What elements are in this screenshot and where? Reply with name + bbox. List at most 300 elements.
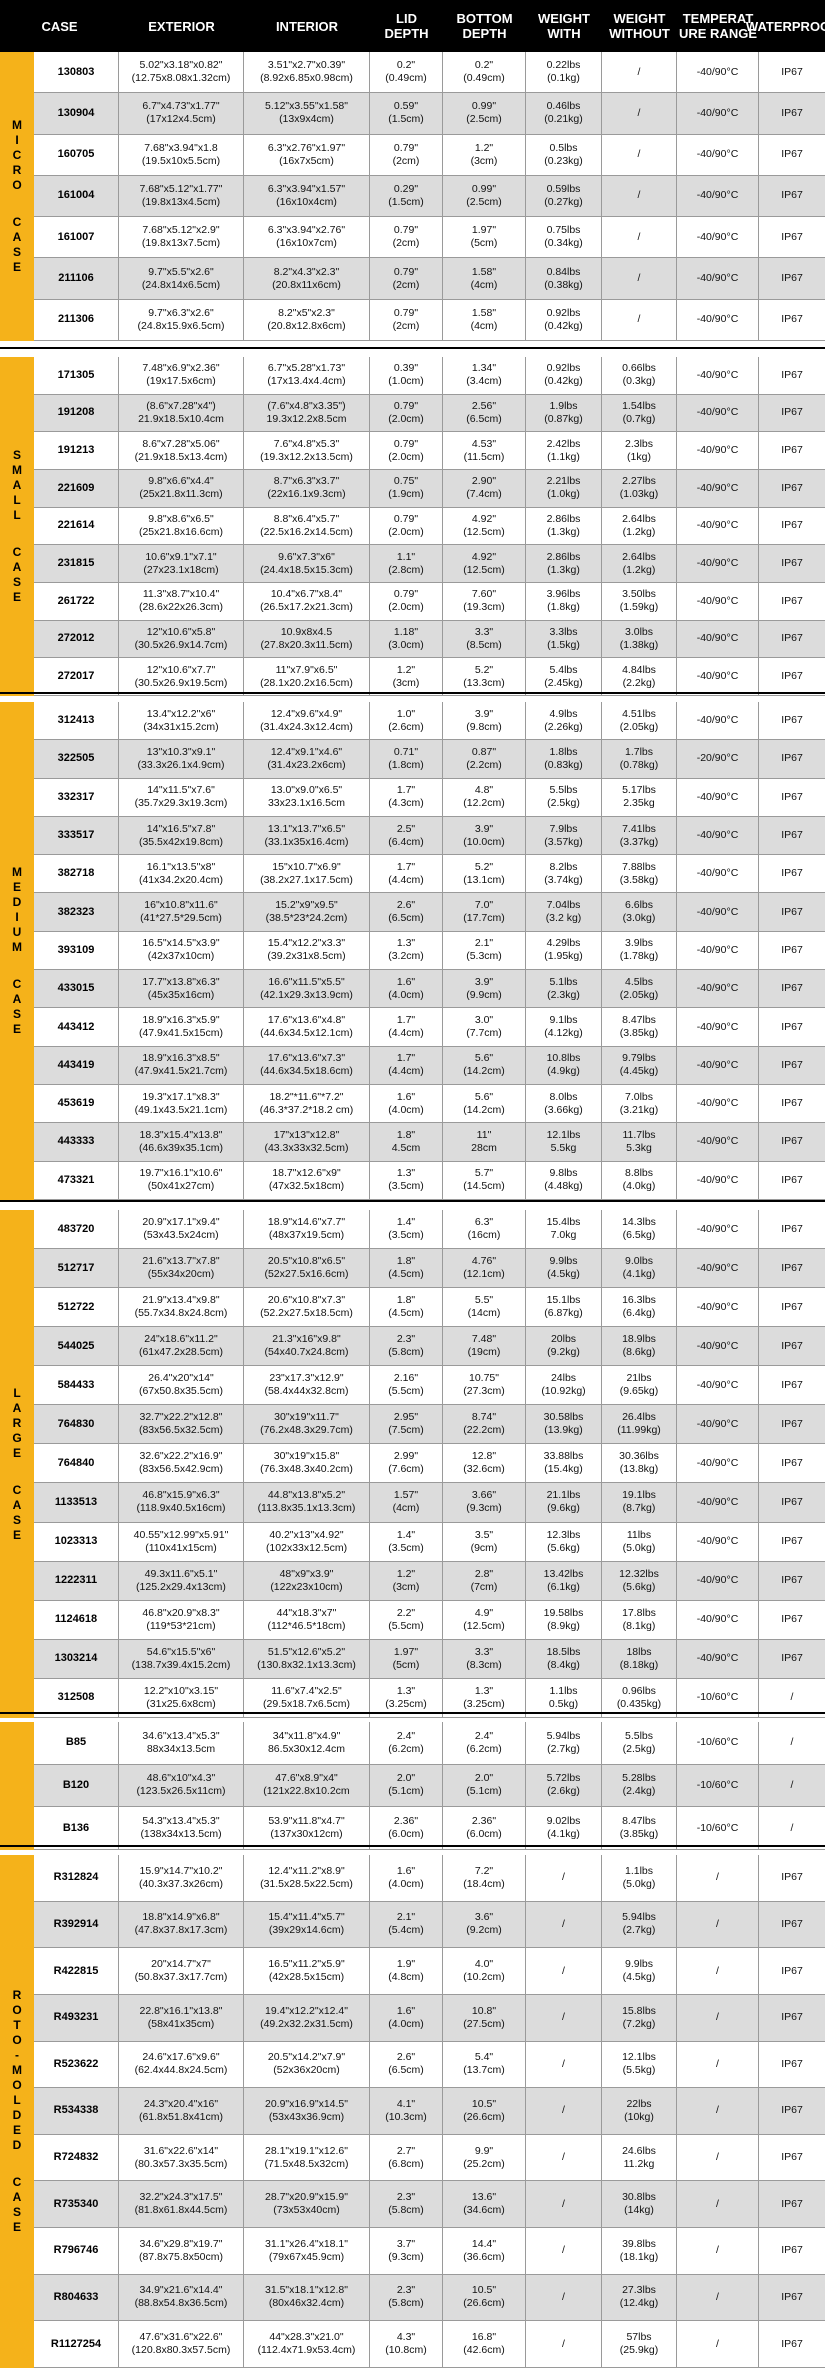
col-case-cell: 443412 — [34, 1008, 119, 1045]
table-row — [34, 1288, 825, 1327]
col-interior-cell: 10.4"x6.7"x8.4" (26.5x17.2x21.3cm) — [244, 583, 370, 620]
col-temperature-range-cell: -40/90°C — [677, 1047, 759, 1084]
col-weight-with-cell: 0.75lbs (0.34kg) — [526, 217, 602, 257]
col-waterproof-cell: IP67 — [781, 272, 803, 285]
col-bottom-depth-cell: 4.0" (10.2cm) — [443, 1948, 526, 1994]
col-lid-depth-cell: 1.6" (4.0cm) — [370, 1085, 443, 1122]
col-exterior-cell: 19.7"x16.1"x10.6" (50x41x27cm) — [119, 1162, 244, 1199]
col-interior-cell: 20.9"x16.9"x14.5" (53x43x36.9cm) — [244, 2088, 370, 2134]
col-lid-depth-cell: 1.3" (3.2cm) — [370, 932, 443, 969]
col-bottom-depth-cell: 2.90" (7.4cm) — [443, 470, 526, 507]
table-row — [34, 1902, 825, 1949]
section-label-letter: E — [12, 2123, 21, 2137]
col-lid-depth-cell: 0.79" (2.0cm) — [370, 583, 443, 620]
col-waterproof-cell: IP67 — [781, 1495, 803, 1508]
col-waterproof-cell: IP67 — [781, 1535, 803, 1548]
col-interior-cell: 3.51"x2.7"x0.39" (8.92x6.85x0.98cm) — [244, 52, 370, 92]
col-interior-cell: 13.1"x13.7"x6.5" (33.1x35x16.4cm) — [244, 817, 370, 854]
col-weight-without-cell: 7.41lbs (3.37kg) — [602, 817, 677, 854]
col-interior-cell: 12.4"x9.1"x4.6" (31.4x23.2x6cm) — [244, 740, 370, 777]
col-interior-cell: 31.5"x18.1"x12.8" (80x46x32.4cm) — [244, 2275, 370, 2321]
col-exterior-cell: 24.3"x20.4"x16" (61.8x51.8x41cm) — [119, 2088, 244, 2134]
col-weight-with-cell: 0.84lbs (0.38kg) — [526, 258, 602, 298]
section-label-letter: E — [12, 1022, 21, 1036]
col-case-cell: 191213 — [34, 432, 119, 469]
col-temperature-range-cell: -40/90°C — [677, 470, 759, 507]
col-temperature-range-cell: -40/90°C — [677, 300, 759, 340]
table-row — [34, 2042, 825, 2089]
col-exterior-cell: 7.68"x5.12"x2.9" (19.8x13x7.5cm) — [119, 217, 244, 257]
col-weight-without-cell: 39.8lbs (18.1kg) — [602, 2228, 677, 2274]
col-case-cell: B136 — [34, 1807, 119, 1849]
col-weight-without-cell: 18.9lbs (8.6kg) — [602, 1327, 677, 1365]
col-weight-without-cell: 8.47lbs (3.85kg) — [602, 1008, 677, 1045]
col-weight-with-cell: 2.86lbs (1.3kg) — [526, 508, 602, 545]
col-bottom-depth-cell: 9.9" (25.2cm) — [443, 2135, 526, 2181]
col-interior-cell: 18.7"x12.6"x9" (47x32.5x18cm) — [244, 1162, 370, 1199]
table-row — [34, 932, 825, 970]
col-bottom-depth-header: BOTTOM DEPTH — [456, 11, 513, 41]
col-bottom-depth-cell: 0.2" (0.49cm) — [443, 52, 526, 92]
col-weight-without-cell: 9.9lbs (4.5kg) — [602, 1948, 677, 1994]
col-interior-cell: 23"x17.3"x12.9" (58.4x44x32.8cm) — [244, 1366, 370, 1404]
col-weight-without-cell: 12.32lbs (5.6kg) — [602, 1562, 677, 1600]
section-label-letter: O — [12, 178, 22, 192]
section-label-letter: M — [12, 118, 22, 132]
col-waterproof-cell: IP67 — [781, 2151, 803, 2164]
col-case-cell: 512722 — [34, 1288, 119, 1326]
col-lid-depth-cell: 1.8" (4.5cm) — [370, 1288, 443, 1326]
col-exterior-cell: 40.55"x12.99"x5.91" (110x41x15cm) — [119, 1523, 244, 1561]
col-exterior-cell: 11.3"x8.7"x10.4" (28.6x22x26.3cm) — [119, 583, 244, 620]
col-bottom-depth-cell: 16.8" (42.6cm) — [443, 2321, 526, 2367]
section-label — [0, 1855, 34, 2368]
col-bottom-depth-cell: 4.92" (12.5cm) — [443, 545, 526, 582]
col-bottom-depth-cell: 13.6" (34.6cm) — [443, 2181, 526, 2227]
col-temperature-range-cell: -40/90°C — [677, 135, 759, 175]
col-waterproof-cell: IP67 — [781, 2197, 803, 2210]
col-lid-depth-cell: 1.4" (3.5cm) — [370, 1523, 443, 1561]
col-temperature-range-cell: -40/90°C — [677, 1085, 759, 1122]
col-weight-with-cell: 30.58lbs (13.9kg) — [526, 1405, 602, 1443]
col-weight-with-cell: 1.9lbs (0.87kg) — [526, 395, 602, 432]
col-exterior-cell: 9.7"x5.5"x2.6" (24.8x14x6.5cm) — [119, 258, 244, 298]
section-label-letter: S — [12, 1007, 21, 1021]
col-waterproof-cell: IP67 — [781, 1261, 803, 1274]
col-interior-cell: 13.0"x9.0"x6.5" 33x23.1x16.5cm — [244, 779, 370, 816]
col-bottom-depth-cell: 7.2" (18.4cm) — [443, 1855, 526, 1901]
col-bottom-depth-cell: 4.9" (12.5cm) — [443, 1601, 526, 1639]
col-weight-with-cell: 13.42lbs (6.1kg) — [526, 1562, 602, 1600]
col-exterior-cell: 24.6"x17.6"x9.6" (62.4x44.8x24.5cm) — [119, 2042, 244, 2088]
col-waterproof-cell: / — [790, 1736, 794, 1749]
col-weight-with-cell: 4.9lbs (2.26kg) — [526, 702, 602, 739]
col-temperature-range-cell: -40/90°C — [677, 970, 759, 1007]
col-weight-with-header: WEIGHT WITH — [538, 11, 590, 41]
col-temperature-range-cell: -40/90°C — [677, 1162, 759, 1199]
col-exterior-cell: 12.2"x10"x3.15" (31x25.6x8cm) — [119, 1679, 244, 1717]
col-bottom-depth-cell: 4.76" (12.1cm) — [443, 1249, 526, 1287]
table-row — [34, 1085, 825, 1123]
col-exterior-cell: 16.1"x13.5"x8" (41x34.2x20.4cm) — [119, 855, 244, 892]
col-lid-depth-cell: 2.6" (6.5cm) — [370, 2042, 443, 2088]
col-case-cell: 1303214 — [34, 1640, 119, 1678]
col-lid-depth-cell: 0.71" (1.8cm) — [370, 740, 443, 777]
table-row — [34, 1162, 825, 1200]
table-row — [34, 1995, 825, 2042]
col-exterior-cell: 18.8"x14.9"x6.8" (47.8x37.8x17.3cm) — [119, 1902, 244, 1948]
col-temperature-range-cell: -40/90°C — [677, 1640, 759, 1678]
table-row — [34, 2228, 825, 2275]
col-weight-without-cell: 2.64lbs (1.2kg) — [602, 508, 677, 545]
col-exterior-cell: 18.9"x16.3"x5.9" (47.9x41.5x15cm) — [119, 1008, 244, 1045]
section-label — [0, 357, 34, 696]
col-temperature-range-cell: -40/90°C — [677, 1483, 759, 1521]
col-lid-depth-cell: 2.36" (6.0cm) — [370, 1807, 443, 1849]
table-row — [34, 1366, 825, 1405]
col-bottom-depth-cell: 5.6" (14.2cm) — [443, 1047, 526, 1084]
col-case-cell: 312508 — [34, 1679, 119, 1717]
col-waterproof-cell: IP67 — [781, 2337, 803, 2350]
col-waterproof-cell: IP67 — [781, 406, 803, 419]
col-weight-without-header: WEIGHT WITHOUT — [609, 11, 670, 41]
col-weight-without-cell: 0.96lbs (0.435kg) — [602, 1679, 677, 1717]
col-bottom-depth-cell: 10.8" (27.5cm) — [443, 1995, 526, 2041]
section-label-letter: G — [12, 1430, 22, 1445]
col-interior-cell: 16.5"x11.2"x5.9" (42x28.5x15cm) — [244, 1948, 370, 1994]
col-lid-depth-cell: 1.1" (2.8cm) — [370, 545, 443, 582]
col-weight-without-cell: 4.84lbs (2.2kg) — [602, 658, 677, 695]
col-lid-depth-cell: 0.79" (2cm) — [370, 135, 443, 175]
col-bottom-depth-cell: 7.60" (19.3cm) — [443, 583, 526, 620]
col-interior-header: INTERIOR — [275, 18, 339, 34]
col-temperature-range-cell: -40/90°C — [677, 432, 759, 469]
col-interior-cell: 6.3"x2.76"x1.97" (16x7x5cm) — [244, 135, 370, 175]
col-temperature-range-cell: -40/90°C — [677, 1210, 759, 1248]
section-label-letter: L — [13, 1385, 21, 1400]
col-lid-depth-cell: 2.99" (7.6cm) — [370, 1444, 443, 1482]
col-exterior-cell: 49.3x11.6"x5.1" (125.2x29.4x13cm) — [119, 1562, 244, 1600]
col-waterproof-cell: IP67 — [781, 1613, 803, 1626]
col-weight-without-cell: / — [602, 217, 677, 257]
col-weight-without-cell: 22lbs (10kg) — [602, 2088, 677, 2134]
col-lid-depth-cell: 1.3" (3.5cm) — [370, 1162, 443, 1199]
section-label-letter: O — [12, 2078, 22, 2092]
col-exterior-cell: 13"x10.3"x9.1" (33.3x26.1x4.9cm) — [119, 740, 244, 777]
col-temperature-range-cell: -40/90°C — [677, 52, 759, 92]
col-exterior-cell: 9.8"x6.6"x4.4" (25x21.8x11.3cm) — [119, 470, 244, 507]
col-bottom-depth-cell: 4.8" (12.2cm) — [443, 779, 526, 816]
col-case-cell: 161007 — [34, 217, 119, 257]
col-weight-without-cell: 7.88lbs (3.58kg) — [602, 855, 677, 892]
col-case-cell: 453619 — [34, 1085, 119, 1122]
col-temperature-range-cell: / — [677, 2321, 759, 2367]
col-waterproof-cell: IP67 — [781, 1417, 803, 1430]
col-weight-without-cell: 1.1lbs (5.0kg) — [602, 1855, 677, 1901]
col-bottom-depth-cell: 8.74" (22.2cm) — [443, 1405, 526, 1443]
col-case-cell: 130904 — [34, 93, 119, 133]
col-bottom-depth-cell: 3.0" (7.7cm) — [443, 1008, 526, 1045]
col-interior-cell: 6.7"x5.28"x1.73" (17x13.4x4.4cm) — [244, 357, 370, 394]
section-label-letter: A — [12, 478, 22, 492]
col-weight-with-cell: / — [526, 2321, 602, 2367]
col-case-cell: R312824 — [34, 1855, 119, 1901]
col-temperature-range-cell: -40/90°C — [677, 893, 759, 930]
col-bottom-depth-cell: 4.92" (12.5cm) — [443, 508, 526, 545]
section-label-letter: R — [12, 1415, 22, 1430]
col-weight-without-cell: 26.4lbs (11.99kg) — [602, 1405, 677, 1443]
col-lid-depth-cell: 1.9" (4.8cm) — [370, 1948, 443, 1994]
col-exterior-cell: 7.68"x3.94"x1.8 (19.5x10x5.5cm) — [119, 135, 244, 175]
section-label-letter: I — [15, 910, 19, 924]
col-weight-without-cell: 11.7lbs 5.3kg — [602, 1123, 677, 1160]
col-waterproof-header: WATERPROOF — [745, 18, 838, 34]
col-interior-cell: 8.2"x5"x2.3" (20.8x12.8x6cm) — [244, 300, 370, 340]
col-exterior-cell: 22.8"x16.1"x13.8" (58x41x35cm) — [119, 1995, 244, 2041]
col-waterproof-cell: IP67 — [781, 1058, 803, 1071]
col-weight-without-cell: 1.7lbs (0.78kg) — [602, 740, 677, 777]
col-waterproof-cell: IP67 — [781, 670, 803, 683]
section-label-letter: C — [12, 977, 22, 991]
col-waterproof-cell: IP67 — [781, 714, 803, 727]
col-case-cell: 221609 — [34, 470, 119, 507]
col-case-cell: 171305 — [34, 357, 119, 394]
col-case-cell: 211106 — [34, 258, 119, 298]
col-interior-cell: 20.5"x14.2"x7.9" (52x36x20cm) — [244, 2042, 370, 2088]
col-interior-cell: 19.4"x12.2"x12.4" (49.2x32.2x31.5cm) — [244, 1995, 370, 2041]
col-lid-depth-cell: 1.4" (3.5cm) — [370, 1210, 443, 1248]
col-weight-without-cell: 9.0lbs (4.1kg) — [602, 1249, 677, 1287]
col-exterior-cell: 46.8"x15.9"x6.3" (118.9x40.5x16cm) — [119, 1483, 244, 1521]
col-lid-depth-cell: 0.59" (1.5cm) — [370, 93, 443, 133]
col-weight-with-cell: 10.8lbs (4.9kg) — [526, 1047, 602, 1084]
col-waterproof-cell: IP67 — [781, 1871, 803, 1884]
section-medium-case — [0, 702, 825, 1200]
col-case-cell: 764840 — [34, 1444, 119, 1482]
table-row — [34, 2321, 825, 2368]
col-weight-with-cell: 0.46lbs (0.21kg) — [526, 93, 602, 133]
col-weight-without-cell: 3.50lbs (1.59kg) — [602, 583, 677, 620]
col-bottom-depth-cell: 14.4" (36.6cm) — [443, 2228, 526, 2274]
table-row — [34, 545, 825, 583]
col-case-cell: 473321 — [34, 1162, 119, 1199]
col-weight-without-cell: 30.36lbs (13.8kg) — [602, 1444, 677, 1482]
col-bottom-depth-cell: 0.99" (2.5cm) — [443, 93, 526, 133]
col-bottom-depth-cell: 3.3" (8.5cm) — [443, 621, 526, 658]
col-bottom-depth-cell: 3.66" (9.3cm) — [443, 1483, 526, 1521]
col-weight-without-cell: / — [602, 258, 677, 298]
col-waterproof-cell: IP67 — [781, 829, 803, 842]
col-temperature-range-cell: / — [677, 1902, 759, 1948]
col-weight-with-cell: 8.0lbs (3.66kg) — [526, 1085, 602, 1122]
col-exterior-cell: 12"x10.6"x5.8" (30.5x26.9x14.7cm) — [119, 621, 244, 658]
col-bottom-depth-cell: 3.5" (9cm) — [443, 1523, 526, 1561]
col-temperature-range-cell: / — [677, 1948, 759, 1994]
col-case-cell: 160705 — [34, 135, 119, 175]
col-case-cell: R724832 — [34, 2135, 119, 2181]
col-temperature-range-cell: -40/90°C — [677, 583, 759, 620]
col-case-cell: R735340 — [34, 2181, 119, 2227]
col-lid-depth-cell: 1.2" (3cm) — [370, 1562, 443, 1600]
table-row — [34, 135, 825, 176]
col-lid-depth-cell: 1.0" (2.6cm) — [370, 702, 443, 739]
col-temperature-range-cell: -40/90°C — [677, 1008, 759, 1045]
col-lid-depth-cell: 0.29" (1.5cm) — [370, 176, 443, 216]
table-row — [34, 1405, 825, 1444]
section-label-letter: E — [12, 590, 21, 604]
section-divider — [0, 347, 825, 349]
col-weight-without-cell: 5.94lbs (2.7kg) — [602, 1902, 677, 1948]
table-row — [34, 1444, 825, 1483]
section-label-letter: S — [12, 1512, 21, 1527]
section-label-letter: A — [12, 1497, 22, 1512]
col-exterior-cell: 26.4"x20"x14" (67x50.8x35.5cm) — [119, 1366, 244, 1404]
table-row — [34, 621, 825, 659]
col-weight-with-cell: 9.8lbs (4.48kg) — [526, 1162, 602, 1199]
col-temperature-range-cell: -40/90°C — [677, 817, 759, 854]
col-temperature-range-cell: -40/90°C — [677, 855, 759, 892]
col-case-cell: 332317 — [34, 779, 119, 816]
col-weight-with-cell: / — [526, 2135, 602, 2181]
col-interior-cell: 53.9"x11.8"x4.7" (137x30x12cm) — [244, 1807, 370, 1849]
col-interior-cell: 7.6"x4.8"x5.3" (19.3x12.2x13.5cm) — [244, 432, 370, 469]
col-waterproof-cell: IP67 — [781, 2057, 803, 2070]
col-case-cell: 483720 — [34, 1210, 119, 1248]
col-temperature-range-cell: -40/90°C — [677, 1123, 759, 1160]
col-weight-without-cell: 16.3lbs (6.4kg) — [602, 1288, 677, 1326]
col-lid-depth-cell: 2.95" (7.5cm) — [370, 1405, 443, 1443]
col-bottom-depth-cell: 2.0" (5.1cm) — [443, 1765, 526, 1807]
table-row — [34, 779, 825, 817]
col-exterior-cell: 15.9"x14.7"x10.2" (40.3x37.3x26cm) — [119, 1855, 244, 1901]
col-waterproof-cell: IP67 — [781, 557, 803, 570]
col-weight-with-cell: 1.1lbs 0.5kg) — [526, 1679, 602, 1717]
col-case-cell: R523622 — [34, 2042, 119, 2088]
col-waterproof-cell: IP67 — [781, 1135, 803, 1148]
col-waterproof-cell: / — [790, 1778, 794, 1791]
col-waterproof-cell: IP67 — [781, 790, 803, 803]
col-weight-without-cell: 2.27lbs (1.03kg) — [602, 470, 677, 507]
col-lid-depth-cell: 1.57" (4cm) — [370, 1483, 443, 1521]
col-interior-cell: (7.6"x4.8"x3.35") 19.3x12.2x8.5cm — [244, 395, 370, 432]
col-lid-depth-cell: 2.7" (6.8cm) — [370, 2135, 443, 2181]
col-waterproof-cell: IP67 — [781, 867, 803, 880]
col-weight-without-cell: 6.6lbs (3.0kg) — [602, 893, 677, 930]
section-roto-molded-case — [0, 1855, 825, 2368]
col-interior-cell: 10.9x8x4.5 (27.8x20.3x11.5cm) — [244, 621, 370, 658]
col-temperature-range-cell: -40/90°C — [677, 1405, 759, 1443]
col-interior-cell: 40.2"x13"x4.92" (102x33x12.5cm) — [244, 1523, 370, 1561]
col-weight-without-cell: 8.8lbs (4.0kg) — [602, 1162, 677, 1199]
col-interior-cell: 6.3"x3.94"x2.76" (16x10x7cm) — [244, 217, 370, 257]
col-exterior-cell: 8.6"x7.28"x5.06" (21.9x18.5x13.4cm) — [119, 432, 244, 469]
col-waterproof-cell: IP67 — [781, 65, 803, 78]
col-waterproof-cell: IP67 — [781, 905, 803, 918]
col-lid-depth-cell: 1.3" (3.25cm) — [370, 1679, 443, 1717]
col-bottom-depth-cell: 2.1" (5.3cm) — [443, 932, 526, 969]
col-weight-without-cell: 9.79lbs (4.45kg) — [602, 1047, 677, 1084]
col-temperature-range-cell: -40/90°C — [677, 93, 759, 133]
col-case-cell: 1023313 — [34, 1523, 119, 1561]
col-exterior-cell: 48.6"x10"x4.3" (123.5x26.5x11cm) — [119, 1765, 244, 1807]
col-case-cell: 764830 — [34, 1405, 119, 1443]
col-weight-with-cell: / — [526, 2088, 602, 2134]
col-temperature-range-cell: -40/90°C — [677, 1288, 759, 1326]
col-exterior-cell: 6.7"x4.73"x1.77" (17x12x4.5cm) — [119, 93, 244, 133]
col-weight-with-cell: 24lbs (10.92kg) — [526, 1366, 602, 1404]
table-row — [34, 1601, 825, 1640]
col-lid-depth-cell: 1.7" (4.3cm) — [370, 779, 443, 816]
col-weight-with-cell: 2.21lbs (1.0kg) — [526, 470, 602, 507]
col-temperature-range-cell: -40/90°C — [677, 217, 759, 257]
col-weight-with-cell: 19.58lbs (8.9kg) — [526, 1601, 602, 1639]
col-temperature-range-cell: -10/60°C — [677, 1807, 759, 1849]
col-case-cell: 1222311 — [34, 1562, 119, 1600]
col-exterior-cell: 21.9"x13.4"x9.8" (55.7x34.8x24.8cm) — [119, 1288, 244, 1326]
section-label-letter: L — [13, 2093, 21, 2107]
col-interior-cell: 47.6"x8.9"x4" (121x22.8x10.2cm — [244, 1765, 370, 1807]
col-temperature-range-cell: / — [677, 1995, 759, 2041]
table-row — [34, 1249, 825, 1288]
col-temperature-range-cell: -40/90°C — [677, 357, 759, 394]
section-label-letter: M — [12, 2063, 22, 2077]
table-row — [34, 1327, 825, 1366]
col-case-cell: 433015 — [34, 970, 119, 1007]
section-label-letter: E — [12, 260, 21, 274]
col-lid-depth-cell: 1.8" 4.5cm — [370, 1123, 443, 1160]
col-case-cell: R804633 — [34, 2275, 119, 2321]
col-interior-cell: 15.4"x11.4"x5.7" (39x29x14.6cm) — [244, 1902, 370, 1948]
col-weight-with-cell: 2.42lbs (1.1kg) — [526, 432, 602, 469]
col-temperature-range-cell: / — [677, 2135, 759, 2181]
col-exterior-cell: 14"x11.5"x7.6" (35.7x29.3x19.3cm) — [119, 779, 244, 816]
col-interior-cell: 17.6"x13.6"x7.3" (44.6x34.5x18.6cm) — [244, 1047, 370, 1084]
col-interior-cell: 5.12"x3.55"x1.58" (13x9x4cm) — [244, 93, 370, 133]
col-weight-without-cell: 57lbs (25.9kg) — [602, 2321, 677, 2367]
table-row — [34, 1948, 825, 1995]
section-label-letter: I — [15, 133, 19, 147]
col-exterior-cell: 20"x14.7"x7" (50.8x37.3x17.7cm) — [119, 1948, 244, 1994]
col-weight-with-cell: 5.94lbs (2.7kg) — [526, 1722, 602, 1764]
table-row — [34, 395, 825, 433]
col-waterproof-cell: IP67 — [781, 1020, 803, 1033]
section-divider — [0, 692, 825, 694]
col-interior-cell: 17.6"x13.6"x4.8" (44.6x34.5x12.1cm) — [244, 1008, 370, 1045]
col-temperature-range-cell: -10/60°C — [677, 1722, 759, 1764]
col-weight-with-cell: 2.86lbs (1.3kg) — [526, 545, 602, 582]
col-exterior-cell: 20.9"x17.1"x9.4" (53x43.5x24cm) — [119, 1210, 244, 1248]
col-exterior-cell: 34.9"x21.6"x14.4" (88.8x54.8x36.5cm) — [119, 2275, 244, 2321]
table-row — [34, 970, 825, 1008]
col-weight-without-cell: 3.0lbs (1.38kg) — [602, 621, 677, 658]
section-label-letter: R — [12, 1988, 22, 2002]
col-lid-depth-cell: 0.75" (1.9cm) — [370, 470, 443, 507]
table-row — [34, 217, 825, 258]
col-weight-without-cell: 21lbs (9.65kg) — [602, 1366, 677, 1404]
col-waterproof-cell: IP67 — [781, 752, 803, 765]
col-bottom-depth-cell: 1.34" (3.4cm) — [443, 357, 526, 394]
table-row — [34, 1640, 825, 1679]
col-bottom-depth-cell: 2.8" (7cm) — [443, 1562, 526, 1600]
col-case-cell: 272017 — [34, 658, 119, 695]
table-row — [34, 1008, 825, 1046]
section-divider — [0, 1712, 825, 1714]
col-weight-with-cell: 5.4lbs (2.45kg) — [526, 658, 602, 695]
col-case-cell: 261722 — [34, 583, 119, 620]
col-waterproof-cell: IP67 — [781, 594, 803, 607]
col-bottom-depth-cell: 7.0" (17.7cm) — [443, 893, 526, 930]
col-waterproof-cell: IP67 — [781, 2244, 803, 2257]
